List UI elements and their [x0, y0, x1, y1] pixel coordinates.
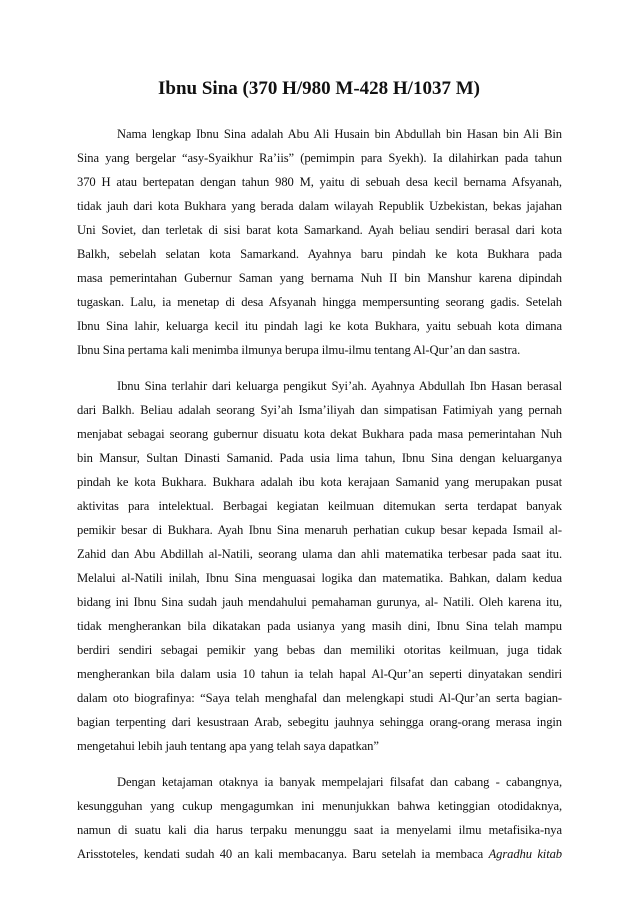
- paragraph-line: Ibnu Sina pertama kali menimba ilmunya berupa ilmu-ilmu tentang Al-Qur’an dan sastra.: [77, 343, 521, 357]
- paragraph-line: Ibnu Sina lahir, keluarga kecil itu pindah lagi ke kota Bukhara, yaitu sebuah kota dimana: [77, 319, 562, 333]
- document-body: [77, 122, 562, 878]
- paragraph-line: dalam oto biografinya: “Saya telah menghafal dan melengkapi studi Al-Qur’an serta bagian-: [77, 691, 562, 705]
- paragraph-line: masa pemerintahan Gubernur Saman yang bernama Nuh II bin Manshur karena dipindah: [77, 271, 562, 285]
- paragraph-line: bin Mansur, Sultan Dinasti Samanid. Pada usia lima tahun, Ibnu Sina dengan keluarganya: [77, 451, 562, 465]
- paragraph-line: Sina yang bergelar “asy-Syaikhur Ra’iis” (pemimpin para Syekh). Ia dilahirkan pada tahun: [77, 151, 562, 165]
- paragraph-2: [77, 374, 562, 758]
- paragraph-line: aktivitas para intelektual. Berbagai kegiatan keilmuan ditemukan serta terdapat banyak: [77, 499, 562, 513]
- paragraph-line: kesungguhan yang cukup mengagumkan ini menunjukkan bahwa ketinggian otodidaknya,: [77, 799, 562, 813]
- paragraph-line-text: Arisstoteles, kendati sudah 40 an kali membacanya. Baru setelah ia membaca: [77, 847, 484, 861]
- paragraph-line: Uni Soviet, dan terletak di sisi barat kota Samarkand. Ayah beliau sendiri berasal dari kota: [77, 223, 562, 237]
- paragraph-line: mengherankan bila dalam usia 10 tahun ia telah hapal Al-Qur’an seperti dinyatakan sendiri: [77, 667, 562, 681]
- paragraph-line: Dengan ketajaman otaknya ia banyak mempelajari filsafat dan cabang - cabangnya,: [117, 775, 562, 789]
- paragraph-line: Balkh, sebelah selatan kota Samarkand. Ayahnya baru pindah ke kota Bukhara pada: [77, 247, 562, 261]
- paragraph-line: namun di suatu kali dia harus terpaku menunggu saat ia menyelami ilmu metafisika-nya: [77, 823, 562, 837]
- paragraph-line: pindah ke kota Bukhara. Bukhara adalah ibu kota kerajaan Samanid yang merupakan pusat: [77, 475, 562, 489]
- paragraph-line: 370 H atau bertepatan dengan tahun 980 M, yaitu di sebuah desa kecil bernama Afsyanah,: [77, 175, 562, 189]
- paragraph-line: bidang ini Ibnu Sina sudah jauh mendahului pemahaman gurunya, al- Natili. Oleh karena itu,: [77, 595, 562, 609]
- paragraph-line: pemikir besar di Bukhara. Ayah Ibnu Sina menaruh perhatian cukup besar kepada Ismail al-: [77, 523, 562, 537]
- document-title: Ibnu Sina (370 H/980 M-428 H/1037 M): [158, 78, 480, 99]
- paragraph-line: Nama lengkap Ibnu Sina adalah Abu Ali Husain bin Abdullah bin Hasan bin Ali Bin: [117, 127, 562, 141]
- paragraph-line: Zahid dan Abu Abdillah al-Natili, seorang ulama dan ahli matematika terbesar pada saat itu.: [77, 547, 562, 561]
- paragraph-line: berdiri sendiri sebagai pemikir yang bebas dan memiliki otoritas keilmuan, juga tidak: [77, 643, 562, 657]
- paragraph-line: tidak jauh dari kota Bukhara yang berada dalam wilayah Republik Uzbekistan, bekas jajahan: [77, 199, 562, 213]
- paragraph-line: tugaskan. Lalu, ia menetap di desa Afsyanah hingga mempersunting seorang gadis. Setelah: [77, 295, 562, 309]
- paragraph-line: mengetahui lebih jauh tentang apa yang telah saya dapatkan”: [77, 739, 379, 753]
- paragraph-3: [77, 770, 562, 866]
- paragraph-line: dari Balkh. Beliau adalah seorang Syi’ah Isma’iliyah dan simpatisan Fatimiyah yang pernah: [77, 403, 562, 417]
- paragraph-1: [77, 122, 562, 362]
- italic-book-title: Agradhu kitab: [488, 847, 562, 861]
- paragraph-line-with-italic: [77, 842, 562, 866]
- paragraph-line: Melalui al-Natili inilah, Ibnu Sina menguasai logika dan matematika. Bahkan, dalam kedua: [77, 571, 562, 585]
- paragraph-line: tidak mengherankan bila dikatakan pada usianya yang masih dini, Ibnu Sina telah mampu: [77, 619, 562, 633]
- paragraph-line: menjabat sebagai seorang gubernur disuatu kota dekat Bukhara pada masa pemerintahan Nuh: [77, 427, 562, 441]
- paragraph-line: Ibnu Sina terlahir dari keluarga pengikut Syi’ah. Ayahnya Abdullah Ibn Hasan berasal: [117, 379, 562, 393]
- paragraph-line: bagian terpenting dari kesustraan Arab, sebegitu jauhnya sehingga orang-orang merasa ingin: [77, 715, 562, 729]
